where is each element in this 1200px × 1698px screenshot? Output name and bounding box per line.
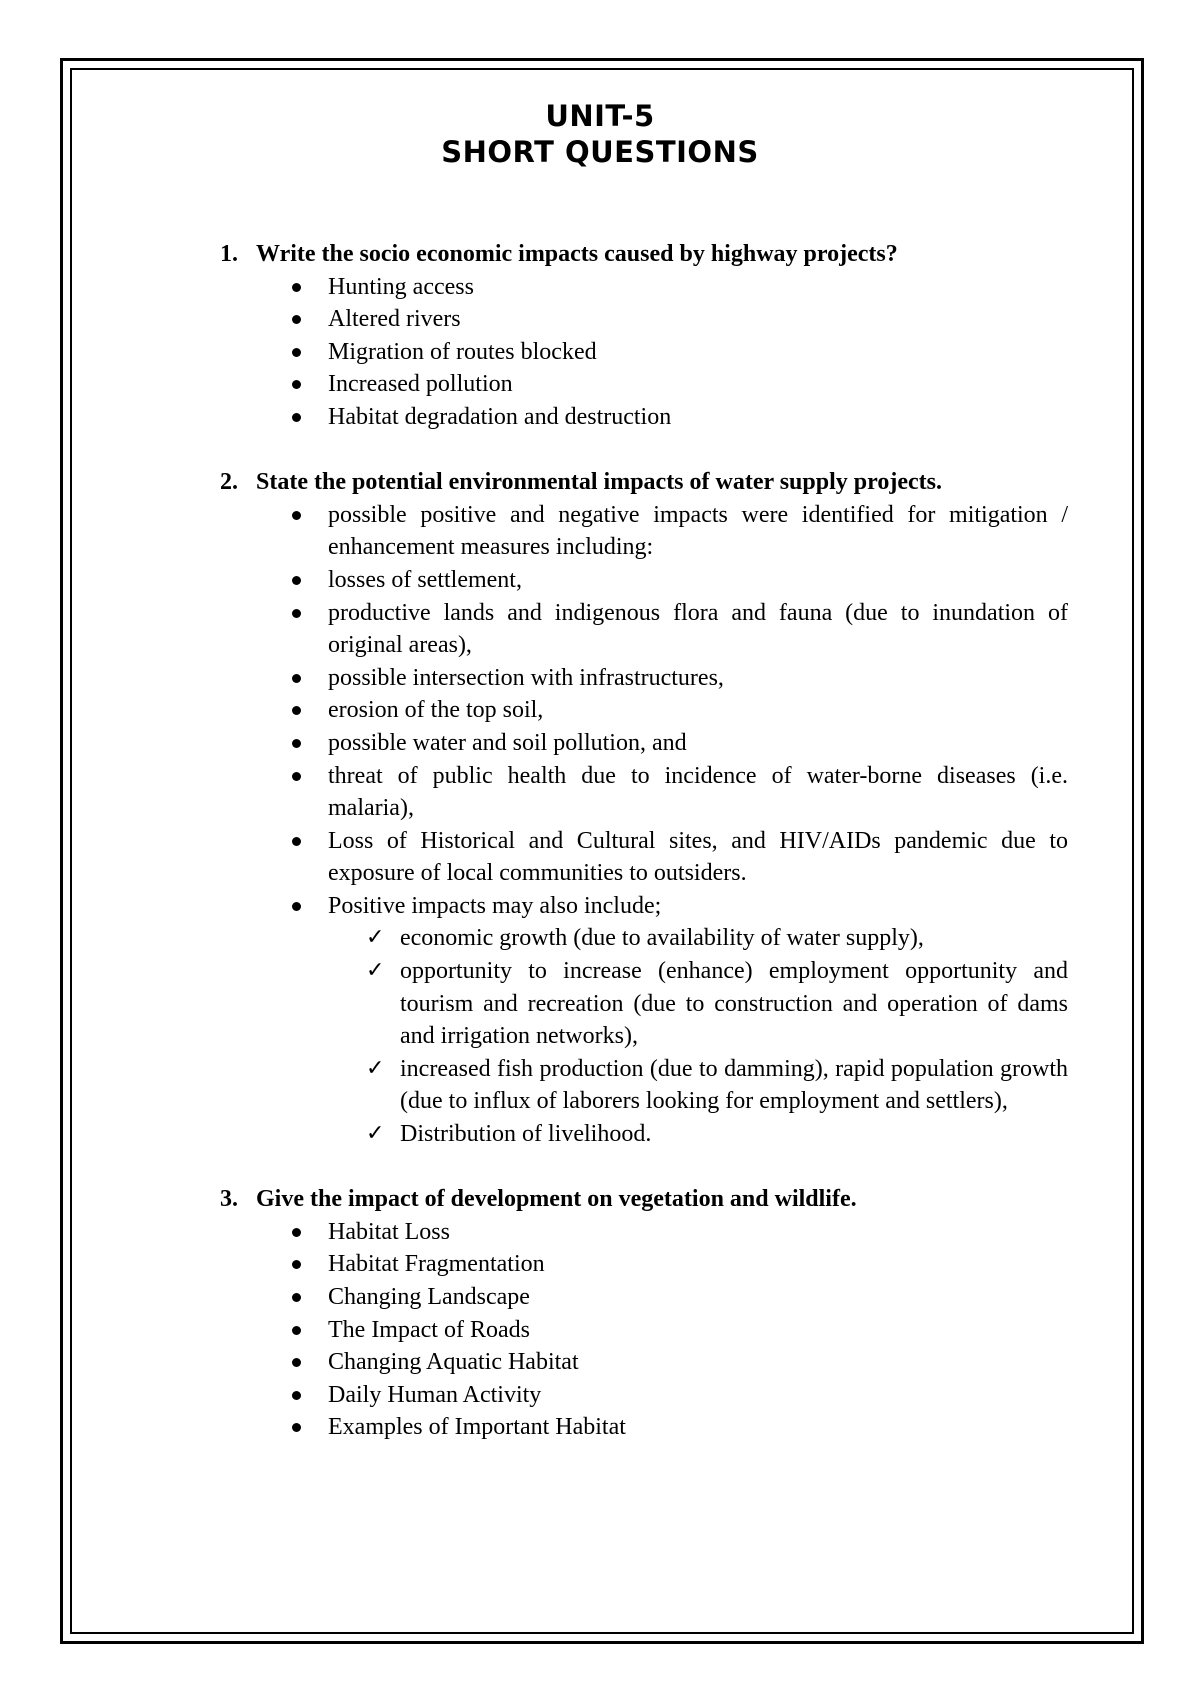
checkmark-icon: ✓ <box>366 1055 385 1081</box>
question-heading <box>220 1183 1068 1216</box>
bullet-icon <box>292 1260 301 1269</box>
list-item: Habitat Loss <box>328 1216 1068 1249</box>
bullet-icon <box>292 315 301 324</box>
list-item: Increased pollution <box>328 368 1068 401</box>
list-item: Changing Aquatic Habitat <box>328 1346 1068 1379</box>
list-item: Changing Landscape <box>328 1281 1068 1314</box>
check-item: ✓ opportunity to increase (enhance) employment opportunity and tourism and recreation (due to construction and operation of dams and irrigation networks), <box>400 955 1068 1053</box>
bullet-icon <box>292 348 301 357</box>
bullet-icon <box>292 902 301 911</box>
bullet-icon <box>292 1293 301 1302</box>
bullet-icon <box>292 283 301 292</box>
bullet-icon <box>292 1228 301 1237</box>
list-item: productive lands and indigenous flora and fauna (due to inundation of original areas), <box>328 597 1068 662</box>
bullet-icon <box>292 413 301 422</box>
list-item: Examples of Important Habitat <box>328 1411 1068 1444</box>
bullet-icon <box>292 837 301 846</box>
spacer <box>220 434 1068 467</box>
list-item: threat of public health due to incidence of water-borne diseases (i.e. malaria), <box>328 760 1068 825</box>
question-list <box>220 238 1068 1444</box>
bullet-icon <box>292 739 301 748</box>
question-heading <box>220 466 1068 499</box>
checkmark-icon: ✓ <box>366 1121 385 1147</box>
unit-title: UNIT-5 <box>545 99 655 133</box>
bullet-icon <box>292 1358 301 1367</box>
bullet-icon <box>292 1326 301 1335</box>
bullet-icon <box>292 772 301 781</box>
bullet-icon <box>292 511 301 520</box>
positive-impacts-list <box>328 922 1068 1150</box>
list-item: Altered rivers <box>328 303 1068 336</box>
question-number: 3. <box>220 1186 238 1213</box>
list-item: Daily Human Activity <box>328 1379 1068 1412</box>
question-number: 1. <box>220 241 238 267</box>
list-item: Habitat Fragmentation <box>328 1248 1068 1281</box>
list-item: erosion of the top soil, <box>328 694 1068 727</box>
bullet-icon <box>292 706 301 715</box>
list-item: possible intersection with infrastructures, <box>328 662 1068 695</box>
answer-list <box>220 499 1068 1151</box>
list-item: Positive impacts may also include; ✓ economic growth (due to availability of water supply), ✓ opportunity to increase (enhance) employment opportunity and tourism and recreation (due to construction and operation of dams and irrigation networks), ✓ increased fish production (due to damming), rapid population growth (due to influx of laborers looking for employment and settlers), ✓ Distribution of livelihood. <box>328 890 1068 1151</box>
answer-list <box>220 1216 1068 1444</box>
list-item: possible water and soil pollution, and <box>328 727 1068 760</box>
list-item: Habitat degradation and destruction <box>328 401 1068 434</box>
checkmark-icon: ✓ <box>366 925 385 951</box>
check-item: ✓ economic growth (due to availability of water supply), <box>400 922 1068 955</box>
question-text: Give the impact of development on vegetation and wildlife. <box>256 1186 857 1213</box>
list-item: Loss of Historical and Cultural sites, and HIV/AIDs pandemic due to exposure of local communities to outsiders. <box>328 825 1068 890</box>
question-2 <box>220 466 1068 1150</box>
question-text: Write the socio economic impacts caused by highway projects? <box>256 241 898 267</box>
question-text: State the potential environmental impacts of water supply projects. <box>256 469 942 496</box>
list-item: losses of settlement, <box>328 564 1068 597</box>
bullet-icon <box>292 576 301 585</box>
bullet-icon <box>292 1391 301 1400</box>
list-item: The Impact of Roads <box>328 1314 1068 1347</box>
question-1 <box>220 238 1068 434</box>
question-heading <box>220 238 1068 271</box>
question-3 <box>220 1183 1068 1444</box>
bullet-icon <box>292 609 301 618</box>
bullet-icon <box>292 674 301 683</box>
bullet-icon <box>292 1423 301 1432</box>
check-item: ✓ increased fish production (due to damming), rapid population growth (due to influx of laborers looking for employment and settlers), <box>400 1053 1068 1118</box>
check-item: ✓ Distribution of livelihood. <box>400 1118 1068 1151</box>
answer-list <box>220 271 1068 434</box>
page-title: SHORT QUESTIONS <box>441 135 759 169</box>
list-item: possible positive and negative impacts were identified for mitigation / enhancement measures including: <box>328 499 1068 564</box>
spacer <box>220 1151 1068 1184</box>
checkmark-icon: ✓ <box>366 958 385 984</box>
bullet-icon <box>292 380 301 389</box>
page-header <box>0 98 1200 170</box>
question-number: 2. <box>220 469 238 496</box>
list-item: Migration of routes blocked <box>328 336 1068 369</box>
list-item: Hunting access <box>328 271 1068 304</box>
